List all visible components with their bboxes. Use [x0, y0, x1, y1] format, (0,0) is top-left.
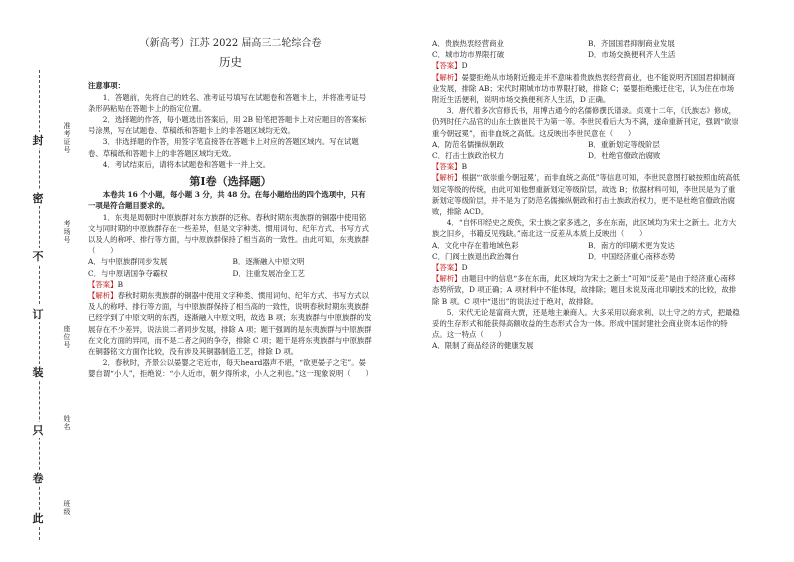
option: A．限制了商品经济的健康发展 [432, 341, 534, 351]
option: C．打击士族政治权力 [432, 151, 505, 161]
strip-char: 封 [29, 132, 47, 148]
strip-char: 订 [29, 306, 47, 322]
answer-value: D [461, 263, 468, 273]
binding-strip [26, 70, 70, 540]
left-column [88, 38, 373, 380]
answer-value: B [461, 162, 468, 172]
strip-char: 卷 [29, 470, 47, 486]
explanation [432, 273, 740, 307]
notice-item: 3．非选择题的作答，用签字笔直接答在答题卡上对应的答题区域内。写在试题卷、草稿纸和答题卡上的非答题区域均无效。 [88, 137, 359, 158]
notice-title: 注意事项： [88, 81, 125, 91]
question-1: 1．东夷是周朝时中原族群对东方族群的泛称。春秋时期东夷族群的铜器中使用铭文与同时期的中原族群存在一些差异，但是文字种类、惯用词句、纪年方式、书写方式以及人的称呼、排行等方面，与中原族群保持了相当高的一致性。由此可知，东夷族群（ ） [88, 212, 369, 256]
explanation-text: 晏婴拒绝从市场附近搬走并不意味着贵族热衷经营商业，也不能说明齐国国君抑制商业发展，排除 AB；宋代时期城市坊市界限打破，排除 C；晏婴拒绝搬迁住宅，认为住在市场附近生活便利，说明市场交换便利齐人生活，D 正确。 [432, 72, 736, 105]
option: C．城市坊市界限打破 [432, 50, 505, 60]
answer-line [432, 161, 740, 172]
field-class[interactable]: 班级 [63, 500, 71, 516]
option: A．文化中存在着地域色彩 [432, 240, 519, 250]
field-room-number[interactable]: 考场号 [63, 220, 71, 244]
explanation-text: 根据“‘欲崇重今朝冠冕’，而非血统之高低”等信息可知，李世民意图打破按照血统高低划定等级的传统，由此可知他想重新划定等级阶层，故选 B；依据材料可知，李世民是为了重新划定等级阶层，并不是为了防范名儒操纵朝政和打击士族政治权力，更不是杜绝官僚政治腐败，排除 ACD。 [432, 173, 740, 217]
strip-char: 不 [29, 248, 47, 264]
strip-char: 此 [29, 510, 47, 526]
field-exam-number[interactable]: 准考证号 [63, 122, 71, 154]
section-intro: 本卷共 16 个小题，每小题 3 分，共 48 分。在每小题给出的四个选项中，只有一项是符合题目要求的。 [88, 190, 366, 211]
question-3-options [432, 139, 740, 161]
option: A．贵族热衷经营商业 [432, 39, 504, 48]
option: D．杜绝官僚政治腐败 [588, 151, 661, 161]
explanation-tag: 【解析】 [432, 72, 462, 82]
notice-item: 2．选择题的作答，每小题选出答案后，用 2B 铅笔把答题卡上对应题目的答案标号涂黑，写在试题卷、草稿纸和答题卡上的非答题区域均无效。 [88, 115, 367, 136]
option: B．南方的印刷术更为发达 [588, 240, 675, 250]
explanation [432, 72, 740, 106]
explanation-tag: 【解析】 [88, 291, 118, 301]
exam-subject: 历史 [219, 55, 242, 70]
option: D．注重发展冶金工艺 [232, 268, 305, 278]
answer-line [88, 279, 373, 290]
option: C．门阀士族退出政治舞台 [432, 251, 519, 261]
section-heading: 第Ⅰ卷（选择题） [189, 175, 272, 189]
explanation [88, 290, 373, 357]
question-4: 4．“自怀印经史之废佚，宋士族之家多逃之，多在东南，此区域均为宋士之新土。北方大族之旧乡，书籍反见残缺。”南北这一反差从本质上反映出（ ） [432, 218, 737, 239]
strip-char: 装 [29, 364, 47, 380]
explanation-tag: 【解析】 [432, 173, 462, 183]
answer-line [432, 60, 740, 71]
answer-tag: 【答案】 [432, 61, 462, 71]
question-2: 2．春秋时，齐景公以晏婴之宅近市，每天heard器声不堪，“欲更晏子之宅”。晏婴自谓“小人”，拒绝说：“小人近市，朝夕得所求，小人之利也。”这一现象说明（ ） [88, 358, 373, 379]
explanation [432, 172, 740, 217]
question-4-options [432, 240, 740, 262]
field-seat-number[interactable]: 座位号 [63, 325, 71, 349]
option: C．与中原诸国争夺霸权 [88, 268, 168, 278]
answer-line [432, 262, 740, 273]
explanation-text: 春秋时期东夷族群的铜器中使用文字种类、惯用词句、纪年方式、书写方式以及人的称呼、排行等方面，与中原族群保持了相当高的一致性，说明春秋时期东夷族群已经学到了中原文明的东西，逐渐融入中原文明，故选 B 项；东夷族群与中原族群的发展存在不少差异，说法说二者同步发展，排除 A 项；题干强调的是东夷族群与中原族群在文化方面的异同，而不是二者之间的争夺，排除 C 项；题干是将东夷族群与中原族群在铜器铭文方面作比较，没有涉及其铜器制造工艺，排除 D 项。 [88, 291, 372, 357]
right-column [432, 38, 740, 352]
question-1-options [88, 256, 373, 278]
field-name[interactable]: 姓名 [63, 415, 71, 431]
question-5: 5．宋代无论是富商大贾，还是地主兼商人。大多采用以商求利、以土守之的方式，把最稳妥的生存形式和能获得高额收益的生态形式合为一体。形成中国封建社会商业资本运作的特点。这一特点（ ） [432, 307, 740, 340]
option: D．市场交换便利齐人生活 [588, 50, 676, 60]
explanation-tag: 【解析】 [432, 274, 462, 284]
exam-title: （新高考）江苏 2022 届高三二轮综合卷 [139, 38, 322, 49]
option: B．逐渐融入中原文明 [232, 257, 305, 267]
question-3: 3．唐代着多次官修氏书，用博古通今的名儒修撰氏谱录。贞观十二年，《氏族志》修成，仍列时任六品官的山东士族崔民干为第一等。李世民看后大为不满，遂命重新刊定，强调“欲崇重今朝冠冕”，而非血统之高低。这反映出李世民意在（ ） [432, 106, 739, 138]
question-2-options [432, 38, 740, 60]
answer-value: D [461, 61, 468, 71]
answer-tag: 【答案】 [88, 279, 118, 289]
answer-tag: 【答案】 [432, 162, 462, 172]
explanation-text: 由题目中的信息“多在东南，此区域均为宋士之新土”可知“反差”是由于经济重心南移态势所致，D 项正确；A 项材料中不能体现，故排除；题目未说及南北印刷技术的比较，故排除 B 项。C 项中“退出”的说法过于绝对，故排除。 [432, 274, 737, 306]
option: B．重新划定等级阶层 [588, 139, 660, 149]
notice-item: 4．考试结束后，请将本试题卷和答题卡一并上交。 [102, 159, 271, 169]
option: A．与中原族群同步发展 [88, 257, 168, 267]
strip-char: 只 [29, 422, 47, 438]
option: A．防范名儒操纵朝政 [432, 139, 504, 149]
option: D．中国经济重心南移态势 [588, 251, 676, 261]
answer-tag: 【答案】 [432, 263, 462, 273]
notice-item: 1．答题前，先将自己的姓名、准考证号填写在试题卷和答题卡上，并将准考证号条形码粘贴在答题卡上的指定位置。 [88, 92, 367, 113]
answer-value: B [117, 279, 124, 289]
strip-char: 密 [29, 190, 47, 206]
option: B．齐国国君抑制商业发展 [588, 39, 675, 48]
